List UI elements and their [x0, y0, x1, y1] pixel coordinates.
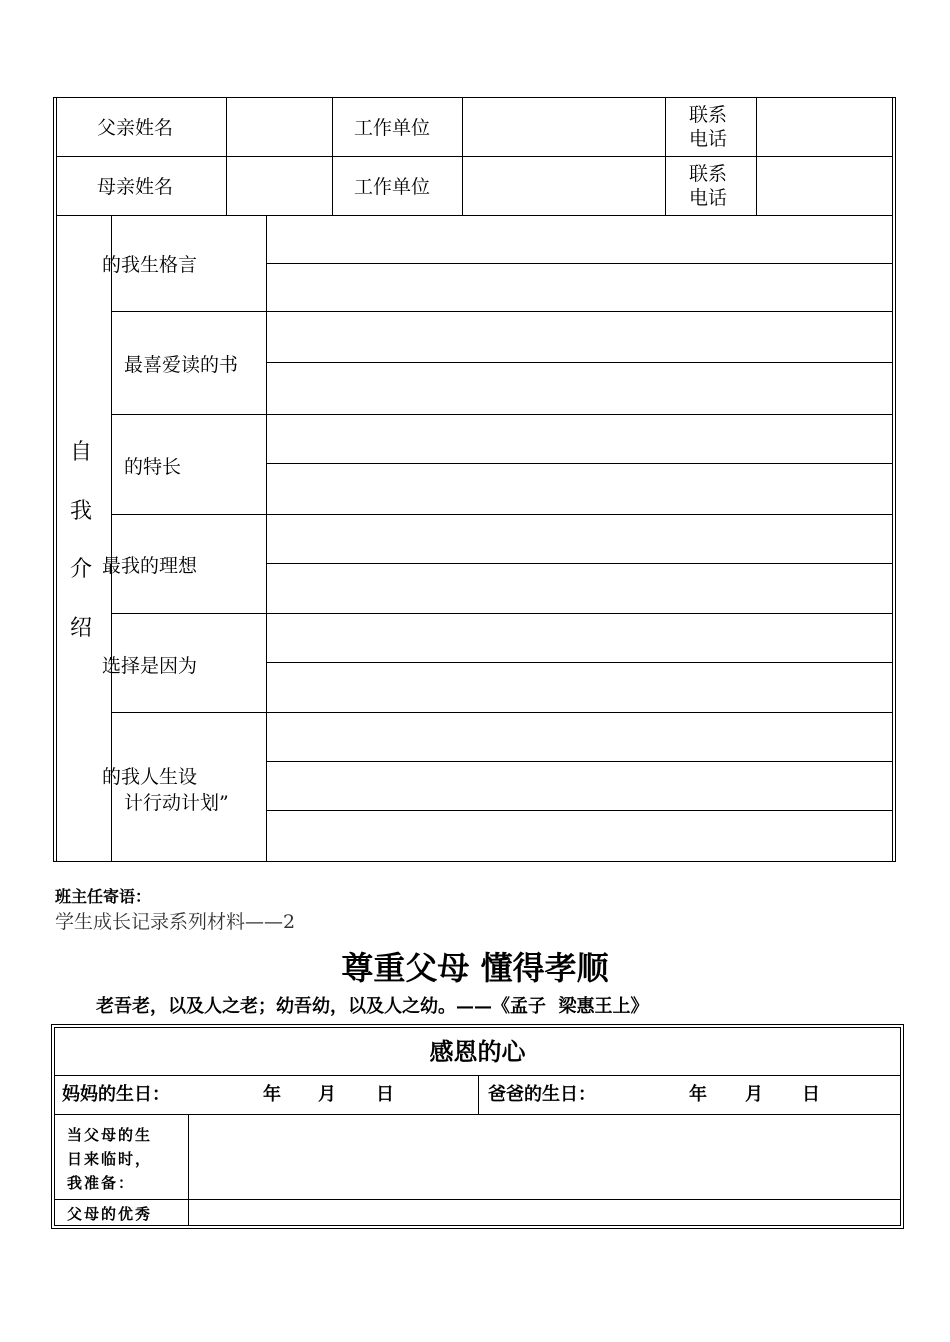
series-title: 学生成长记录系列材料——2 [55, 911, 296, 933]
mom-month-label: 月 [318, 1084, 336, 1105]
father-phone-label: 联系电话 [689, 104, 728, 150]
mother-work-unit-field[interactable] [463, 157, 664, 214]
birthday-prepare-field[interactable] [189, 1115, 900, 1198]
section-char: 我 [70, 499, 93, 524]
father-phone-field[interactable] [757, 98, 891, 155]
mother-name-field[interactable] [227, 157, 331, 214]
gratitude-header: 感恩的心 [429, 1037, 526, 1066]
father-name-field[interactable] [227, 98, 331, 155]
section-char: 自 [70, 440, 93, 465]
specialty-field[interactable] [267, 415, 892, 513]
mother-phone-field[interactable] [757, 157, 891, 214]
motto-field[interactable] [267, 216, 892, 310]
ideal-label: 最我的理想 [102, 555, 198, 577]
dad-birthday-label: 爸爸的生日： [488, 1084, 596, 1105]
specialty-label: 的特长 [124, 456, 182, 478]
life-plan-label: 的我人生设 [102, 766, 198, 788]
father-name-label: 父亲姓名 [97, 117, 174, 139]
dad-year-label: 年 [689, 1084, 707, 1105]
mom-year-label: 年 [263, 1084, 281, 1105]
father-work-unit-field[interactable] [463, 98, 664, 155]
reason-label: 选择是因为 [102, 655, 198, 677]
prepare-label-line: 当父母的生 [67, 1126, 153, 1144]
parents-merits-label: 父母的优秀 [67, 1205, 153, 1223]
favorite-book-label: 最喜爱读的书 [124, 354, 239, 376]
mom-birthday-label: 妈妈的生日： [62, 1084, 170, 1105]
life-plan-label-line2: 计行动计划” [124, 792, 229, 814]
teacher-note-label: 班主任寄语： [55, 887, 152, 906]
motto-label: 的我生格言 [102, 254, 198, 276]
favorite-book-field[interactable] [267, 312, 892, 413]
section-char: 绍 [70, 616, 93, 641]
father-work-unit-label: 工作单位 [354, 117, 431, 139]
ideal-field[interactable] [267, 515, 892, 612]
reason-field[interactable] [267, 614, 892, 711]
parents-merits-field[interactable] [189, 1200, 900, 1225]
mencius-quote: 老吾老，以及人之老；幼吾幼，以及人之幼。——《孟子 梁惠王上》 [96, 996, 649, 1017]
prepare-label-line: 我准备： [67, 1174, 136, 1192]
dad-month-label: 月 [745, 1084, 763, 1105]
section-char: 介 [70, 557, 93, 582]
mother-name-label: 母亲姓名 [97, 176, 174, 198]
main-title: 尊重父母 懂得孝顺 [341, 949, 609, 987]
life-plan-field[interactable] [267, 713, 892, 860]
prepare-label-line: 日来临时， [67, 1150, 153, 1168]
dad-day-label: 日 [802, 1084, 820, 1105]
mom-day-label: 日 [376, 1084, 394, 1105]
mother-work-unit-label: 工作单位 [354, 176, 431, 198]
mother-phone-label: 联系电话 [689, 163, 728, 209]
